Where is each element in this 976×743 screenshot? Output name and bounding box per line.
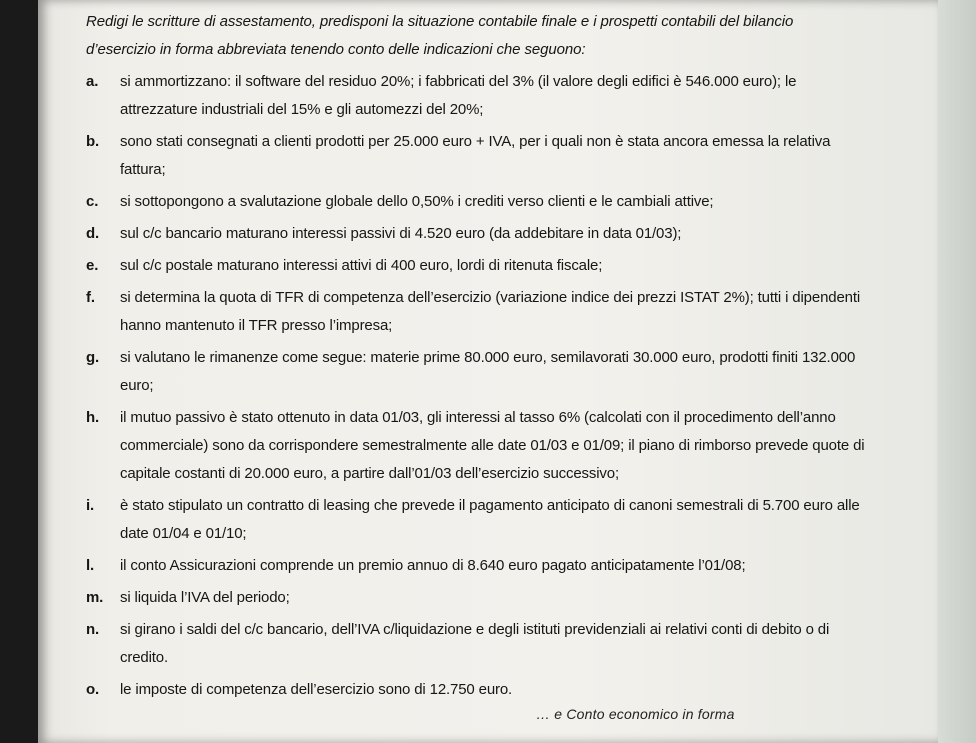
page-edge-background [938,0,976,743]
item-letter: g. [86,349,100,366]
item-text: le imposte di competenza dell’esercizio sono di 12.750 euro. [120,681,513,698]
list-item [86,284,866,340]
item-letter: c. [86,193,99,210]
item-text: si valutano le rimanenze come segue: materie prime 80.000 euro, semilavorati 30.000 euro, prodotti finiti 132.000 euro; [120,349,856,394]
instruction-list [86,68,866,704]
item-text: sono stati consegnati a clienti prodotti per 25.000 euro + IVA, per i quali non è stata ancora emessa la relativa fattura; [120,133,831,178]
document-content [86,8,866,708]
document-page [38,0,938,743]
list-item [86,252,866,280]
cut-off-heading-fragment: … e Conto economico in forma [536,706,735,722]
item-text: sul c/c bancario maturano interessi passivi di 4.520 euro (da addebitare in data 01/03); [120,225,682,242]
item-letter: h. [86,409,100,426]
item-text: il conto Assicurazioni comprende un premio annuo di 8.640 euro pagato anticipatamente l’01/08; [120,557,746,574]
item-letter: l. [86,557,95,574]
list-item [86,220,866,248]
list-item [86,676,866,704]
list-item [86,616,866,672]
list-item [86,404,866,488]
item-letter: o. [86,681,100,698]
item-text: sul c/c postale maturano interessi attivi di 400 euro, lordi di ritenuta fiscale; [120,257,603,274]
item-letter: i. [86,497,95,514]
item-text: si liquida l’IVA del periodo; [120,589,290,606]
item-letter: d. [86,225,100,242]
list-item [86,128,866,184]
list-item [86,344,866,400]
list-item [86,188,866,216]
item-letter: a. [86,73,99,90]
list-item [86,492,866,548]
item-letter: f. [86,289,95,306]
item-letter: e. [86,257,99,274]
list-item [86,552,866,580]
item-letter: b. [86,133,100,150]
item-text: è stato stipulato un contratto di leasing che prevede il pagamento anticipato di canoni semestrali di 5.700 euro alle date 01/04 e 01/10; [120,497,860,542]
list-item [86,584,866,612]
item-text: si sottopongono a svalutazione globale dello 0,50% i crediti verso clienti e le cambiali attive; [120,193,714,210]
item-letter: n. [86,621,100,638]
list-item [86,68,866,124]
item-letter: m. [86,589,104,606]
item-text: si determina la quota di TFR di competenza dell’esercizio (variazione indice dei prezzi ISTAT 2%); tutti i dipendenti hanno mantenuto il TFR presso l’impresa; [120,289,861,334]
intro-paragraph: Redigi le scritture di assestamento, predisponi la situazione contabile finale e i prospetti contabili del bilancio d’esercizio in forma abbreviata tenendo conto delle indicazioni che seguono: [86,13,794,58]
item-text: si ammortizzano: il software del residuo 20%; i fabbricati del 3% (il valore degli edifici è 546.000 euro); le attrezzature industriali del 15% e gli automezzi del 20%; [120,73,797,118]
item-text: si girano i saldi del c/c bancario, dell’IVA c/liquidazione e degli istituti previdenziali ai relativi conti di debito o di credito. [120,621,830,666]
item-text: il mutuo passivo è stato ottenuto in data 01/03, gli interessi al tasso 6% (calcolati con il procedimento dell’anno commerciale) sono da corrispondere semestralmente alle date 01/03 e 01/09; il piano di rimborso prevede quote di capitale costanti di 20.000 euro, a partire dall’01/03 dell’esercizio successivo; [120,409,865,482]
